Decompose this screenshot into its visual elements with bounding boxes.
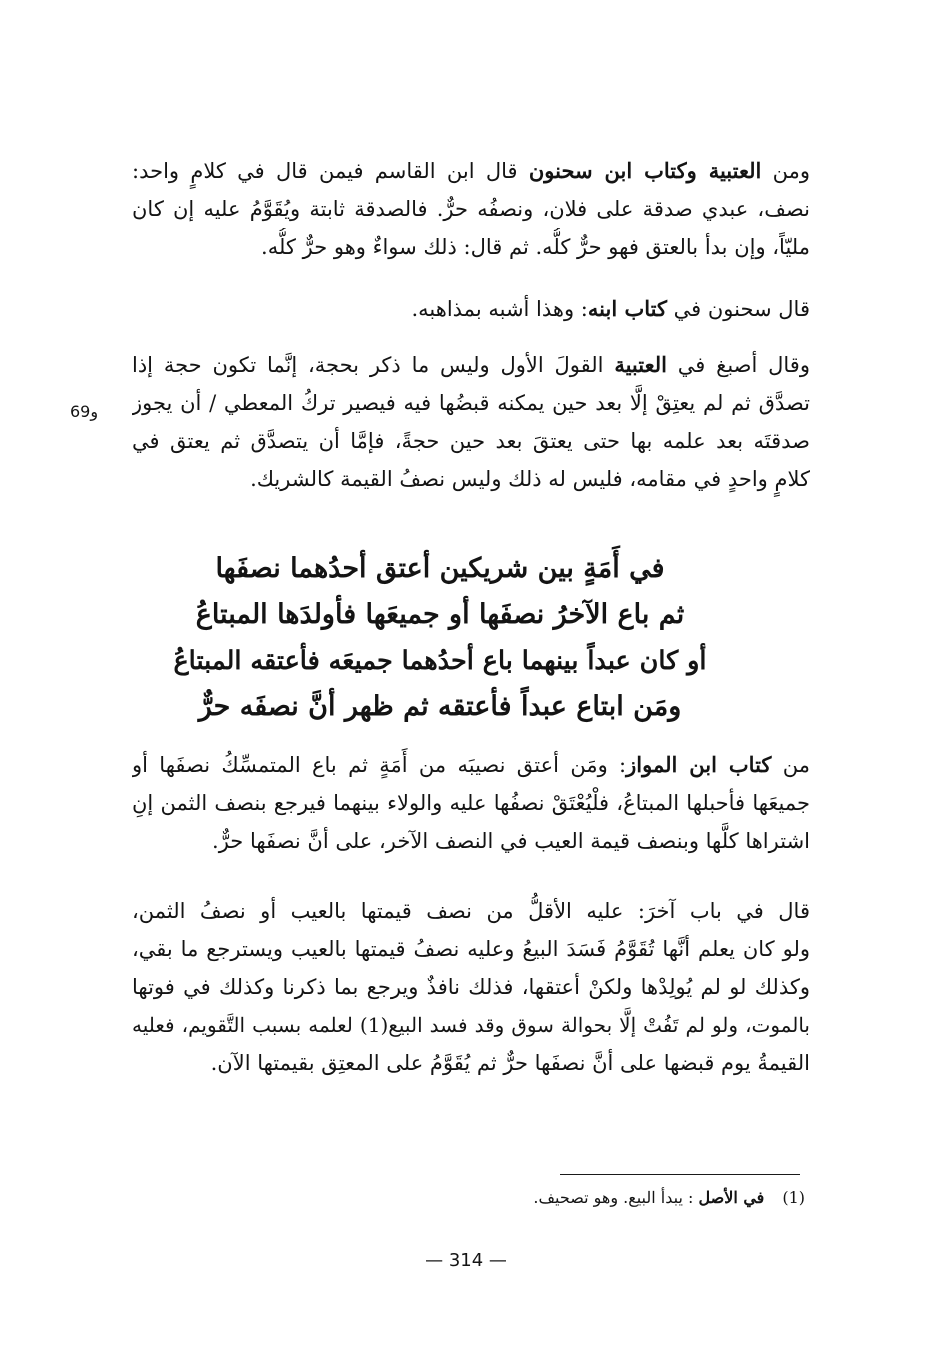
text-line: من كتاب ابن المواز: ومَن أعتق نصيبَه من أَمَةٍ ثم باع المتمسِّكُ نصفَها أو [132,752,810,777]
text-line: نصف، عبدي صدقة على فلان، ونصفُه حرٌّ. فالصدقة ثابتة ويُقَوَّمُ عليه إن كان [132,197,810,221]
margin-folio-note: و69 [70,402,99,421]
text-line: ولو كان يعلم أنَّها تُقَوَّمُ فَسَدَ البيعُ وعليه نصفُ قيمتها بالعيب ويسترجع ما بقي، [132,937,810,961]
heading-line: ثم باع الآخرُ نصفَها أو جميعَها فأولدَها المبتاعُ [195,599,685,630]
paragraph-3 [132,346,810,498]
text-line: وكذلك لو لم يُولِدْها ولكنْ أعتقها، فذلك نافذٌ ويرجع بما ذكرنا وكذلك في فوتها [132,975,810,999]
text-line: ومن العتبية وكتاب ابن سحنون قال ابن القاسم فيمن قال في كلامٍ واحد: [132,158,810,183]
text-line: تصدَّق ثم لم يعتِقْ إلَّا بعد حين يمكنه قبضُها فيه فيصير تركُ المعطي / أن يجوز [132,391,810,415]
footnote-bold: في الأصل [698,1188,765,1207]
text-line: بالموت، ولو لم تَفُتْ إلَّا بحوالة سوق وقد فسد البيع(1) لعلمه بسبب التَّقويم، فعليه [132,1013,810,1037]
paragraph-2 [132,290,810,328]
paragraph-1 [132,152,810,266]
paragraph-4 [132,746,810,860]
footnote [400,1183,805,1213]
text-line: قال سحنون في كتاب ابنه: وهذا أشبه بمذاهبه. [411,296,810,321]
footnote-number: (1) [782,1188,805,1207]
paragraph-5 [132,892,810,1082]
text-line: جميعَها فأحبلها المبتاعُ، فلْيُعْتَقْ نصفُها عليه والولاء بينهما فيرجع بنصف الثمن إنِ [132,791,810,815]
footnote-divider [560,1174,800,1175]
source-name-bold: العتبية وكتاب ابن سحنون [528,158,762,183]
source-name-bold: العتبية [614,352,667,377]
section-heading [170,546,710,730]
heading-line: في أَمَةٍ بين شريكين أعتق أحدُهما نصفَها [215,553,665,584]
source-name-bold: كتاب ابن المواز [626,752,772,777]
text-line: مليّاً، وإن بدأ بالعتق فهو حرٌّ كلُّه. ثم قال: ذلك سواءٌ وهو حرٌّ كلُّه. [261,235,810,259]
text-line: القيمةُ يوم قبضها على أنَّ نصفَها حرٌّ ثم يُقَوَّمُ على المعتِق بقيمتها الآن. [210,1051,810,1075]
footnote-text: : يبدأ البيع. وهو تصحيف. [533,1188,699,1207]
heading-line: أو كان عبداً بينهما باع أحدُهما جميعَه فأعتقه المبتاعُ [173,646,707,676]
source-name-bold: كتاب ابنه [587,296,667,321]
page-number: — 314 — [425,1250,507,1271]
text-line: صدقتَه بعد علمه بها حتى يعتقَ بعد حين حجةً، فإمَّا أن يتصدَّق ثم يعتق في [132,429,810,453]
text-line: وقال أصبغ في العتبية القولَ الأول وليس ما ذكر بحجة، إنَّما تكون حجة إذا [132,352,810,377]
text-line: اشتراها كلَّها وبنصف قيمة العيب في النصف الآخر، على أنَّ نصفَها حرٌّ. [212,829,810,853]
heading-line: ومَن ابتاع عبداً فأعتقه ثم ظهر أنَّ نصفَه حرٌّ [198,691,682,722]
text-line: كلامٍ واحدٍ في مقامه، فليس له ذلك وليس نصفُ القيمة كالشريك. [250,467,810,491]
text-line: قال في باب آخرَ: عليه الأقلُّ من نصف قيمتها بالعيب أو نصفُ الثمن، [132,899,810,923]
